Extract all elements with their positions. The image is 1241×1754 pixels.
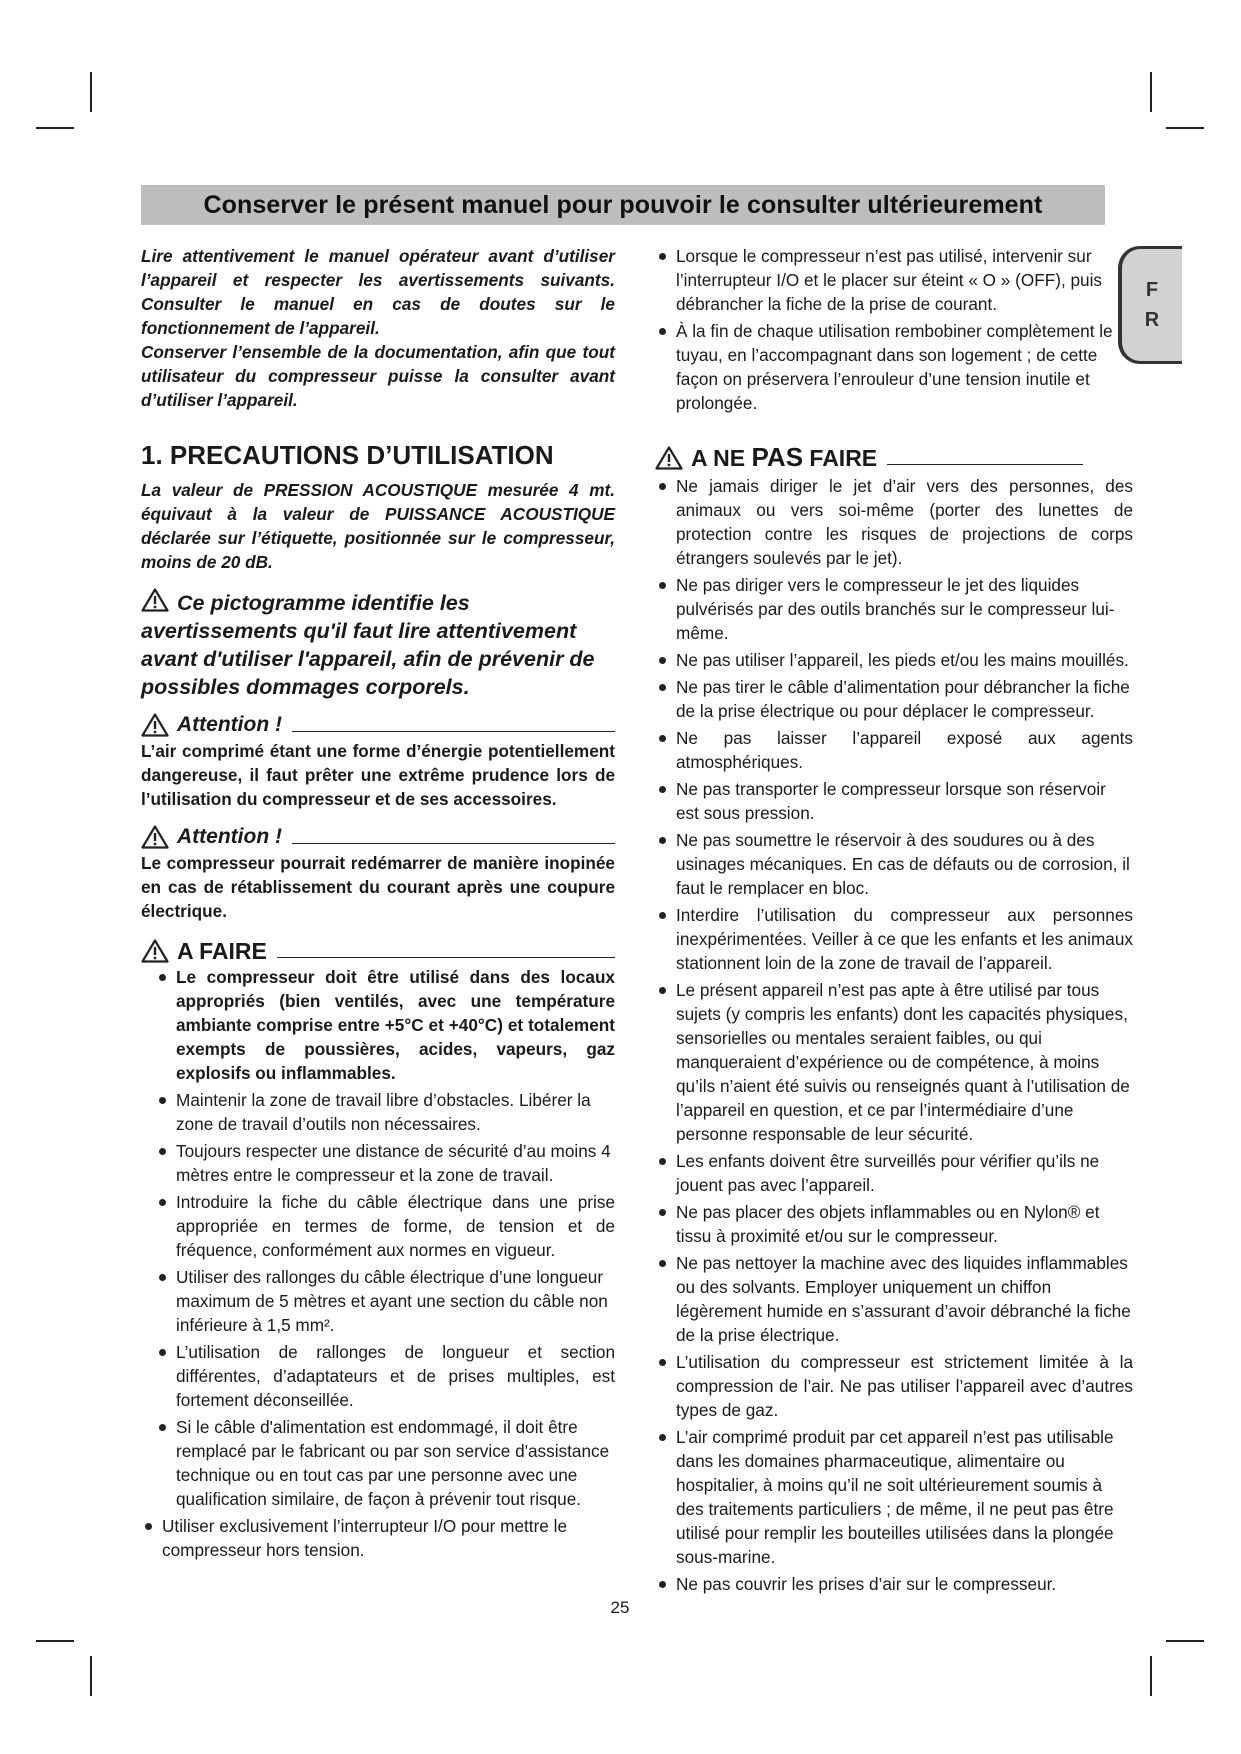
- list-item: Ne pas transporter le compresseur lorsque son réservoir est sous pression.: [655, 777, 1133, 825]
- intro: [141, 244, 615, 412]
- list-item: Les enfants doivent être surveillés pour vérifier qu’ils ne jouent pas avec l’appareil.: [655, 1149, 1133, 1197]
- warning-triangle-icon: [655, 446, 683, 470]
- a-ne-pas-faire-label: [691, 442, 878, 472]
- label-part: PAS: [751, 442, 804, 472]
- crop-mark: [1150, 72, 1152, 112]
- heading-rule: [292, 843, 615, 844]
- list-item: Interdire l’utilisation du compresseur aux personnes inexpérimentées. Veiller à ce que les enfants et les animaux stationnent loin de la zone de travail de l’appareil.: [655, 903, 1133, 975]
- list-item: Le compresseur doit être utilisé dans des locaux appropriés (bien ventilés, avec une température ambiante comprise entre +5°C et +40°C) et totalement exempts de poussières, acides, vapeurs, gaz explosifs ou inflammables.: [155, 965, 615, 1085]
- list-item: Ne pas tirer le câble d’alimentation pour débrancher la fiche de la prise électrique ou pour déplacer le compresseur.: [655, 675, 1133, 723]
- list-item: Utiliser des rallonges du câble électrique d’une longueur maximum de 5 mètres et ayant une section du câble non inférieure à 1,5 mm².: [155, 1265, 615, 1337]
- a-ne-pas-faire-list: [655, 474, 1133, 1596]
- language-tab-letter: F: [1145, 279, 1159, 301]
- attention-text: Le compresseur pourrait redémarrer de manière inopinée en cas de rétablissement du courant après une coupure électrique.: [141, 853, 615, 921]
- list-item: L’utilisation de rallonges de longueur et section différentes, d’adaptateurs et de prises multiples, est fortement déconseillée.: [155, 1340, 615, 1412]
- crop-mark: [1150, 1656, 1152, 1696]
- crop-mark: [36, 127, 74, 129]
- right-column: [655, 244, 1133, 1599]
- pictogram-note-text: Ce pictogramme identifie les avertissements qu'il faut lire attentivement avant d'utiliser l'appareil, afin de prévenir de possibles dommages corporels.: [141, 591, 595, 699]
- pressure-note: La valeur de PRESSION ACOUSTIQUE mesurée 4 mt. équivaut à la valeur de PUISSANCE ACOUSTIQUE déclarée sur l’étiquette, positionnée sur le compresseur, moins de 20 dB.: [141, 480, 615, 572]
- banner-title: Conserver le présent manuel pour pouvoir le consulter ultérieurement: [203, 190, 1043, 219]
- list-item: Lorsque le compresseur n’est pas utilisé, intervenir sur l’interrupteur I/O et le placer sur éteint « O » (OFF), puis débrancher la fiche de la prise de courant.: [655, 244, 1133, 316]
- title-banner: [141, 185, 1105, 225]
- warning-triangle-icon: [141, 825, 169, 849]
- a-faire-heading: [141, 939, 615, 963]
- list-item: Ne pas utiliser l’appareil, les pieds et/ou les mains mouillés.: [655, 648, 1133, 672]
- list-item: L’utilisation du compresseur est strictement limitée à la compression de l’air. Ne pas utiliser l’appareil avec d’autres types de gaz.: [655, 1350, 1133, 1422]
- attention-heading: [141, 713, 615, 737]
- list-item: L’air comprimé produit par cet appareil n’est pas utilisable dans les domaines pharmaceutique, alimentaire ou hospitalier, à moins qu’il ne soit ultérieurement soumis à des traitements particuliers ; de même, il ne peut pas être utilisé pour remplir les bouteilles utilisées dans la plongée sous-marine.: [655, 1425, 1133, 1569]
- warning-triangle-icon: [141, 588, 169, 612]
- list-item: Ne pas laisser l’appareil exposé aux agents atmosphériques.: [655, 726, 1133, 774]
- crop-mark: [90, 72, 92, 112]
- crop-mark: [1166, 127, 1204, 129]
- crop-mark: [36, 1640, 74, 1642]
- heading-rule: [887, 464, 1083, 465]
- heading-rule: [292, 731, 615, 732]
- list-item: Ne pas couvrir les prises d’air sur le compresseur.: [655, 1572, 1133, 1596]
- language-tab-letter: R: [1144, 309, 1160, 331]
- a-faire-list: [141, 965, 615, 1511]
- warning-triangle-icon: [141, 713, 169, 737]
- attention-text: L’air comprimé étant une forme d’énergie potentiellement dangereuse, il faut prêter une extrême prudence lors de l’utilisation du compresseur et de ses accessoires.: [141, 741, 615, 809]
- list-item: Toujours respecter une distance de sécurité d’au moins 4 mètres entre le compresseur et la zone de travail.: [155, 1139, 615, 1187]
- left-column: [141, 244, 615, 1565]
- crop-mark: [1166, 1640, 1204, 1642]
- attention-heading: [141, 825, 615, 849]
- list-item: Ne jamais diriger le jet d’air vers des personnes, des animaux ou vers soi-même (porter des lunettes de protection contre les risques de projections de corps étrangers soulevés par le jet).: [655, 474, 1133, 570]
- list-item: À la fin de chaque utilisation rembobiner complètement le tuyau, en l’accompagnant dans son logement ; de cette façon on préservera l’enrouleur d’une tension inutile et prolongée.: [655, 319, 1133, 415]
- list-item: Ne pas diriger vers le compresseur le jet des liquides pulvérisés par des outils branchés sur le compresseur lui-même.: [655, 573, 1133, 645]
- list-item: Le présent appareil n’est pas apte à être utilisé par tous sujets (y compris les enfants) dont les capacités physiques, sensorielles ou mentales seraient faibles, ou qui manqueraient d’expérience ou de compétence, à moins qu’ils n’aient été suivis ou renseignés quant à l’utilisation de l’appareil en question, et ce par l’intermédiaire d’une personne responsable de leur sécurité.: [655, 978, 1133, 1146]
- a-faire-label: A FAIRE: [177, 938, 267, 964]
- section-heading: 1. PRECAUTIONS D’UTILISATION: [141, 440, 554, 470]
- label-part: FAIRE: [809, 445, 878, 471]
- label-part: A NE: [691, 445, 746, 471]
- list-item: Ne pas placer des objets inflammables ou en Nylon® et tissu à proximité et/ou sur le compresseur.: [655, 1200, 1133, 1248]
- page-number: 25: [610, 1598, 630, 1617]
- crop-mark: [90, 1656, 92, 1696]
- a-faire-list-end: [141, 1514, 615, 1562]
- warning-triangle-icon: [141, 939, 169, 963]
- list-item: Ne pas nettoyer la machine avec des liquides inflammables ou des solvants. Employer uniquement un chiffon légèrement humide en s’assurant d’avoir débranché la fiche de la prise électrique.: [655, 1251, 1133, 1347]
- heading-rule: [277, 957, 615, 958]
- a-faire-list-continued: [655, 244, 1133, 415]
- intro-paragraph: Conserver l’ensemble de la documentation, afin que tout utilisateur du compresseur puisse la consulter avant d’utiliser l’appareil.: [141, 342, 615, 410]
- list-item: Utiliser exclusivement l’interrupteur I/O pour mettre le compresseur hors tension.: [141, 1514, 615, 1562]
- attention-label: Attention !: [177, 825, 282, 848]
- list-item: Introduire la fiche du câble électrique dans une prise appropriée en termes de forme, de tension et de fréquence, conformément aux normes en vigueur.: [155, 1190, 615, 1262]
- a-ne-pas-faire-heading: [655, 442, 1133, 472]
- list-item: Ne pas soumettre le réservoir à des soudures ou à des usinages mécaniques. En cas de défauts ou de corrosion, il faut le remplacer en bloc.: [655, 828, 1133, 900]
- pictogram-note: [141, 588, 615, 701]
- list-item: Si le câble d'alimentation est endommagé, il doit être remplacé par le fabricant ou par son service d'assistance technique ou en tout cas par une personne avec une qualification similaire, de façon à prévenir tout risque.: [155, 1415, 615, 1511]
- intro-paragraph: Lire attentivement le manuel opérateur avant d’utiliser l’appareil et respecter les avertissements suivants. Consulter le manuel en cas de doutes sur le fonctionnement de l’appareil.: [141, 246, 615, 338]
- list-item: Maintenir la zone de travail libre d’obstacles. Libérer la zone de travail d’outils non nécessaires.: [155, 1088, 615, 1136]
- attention-label: Attention !: [177, 713, 282, 736]
